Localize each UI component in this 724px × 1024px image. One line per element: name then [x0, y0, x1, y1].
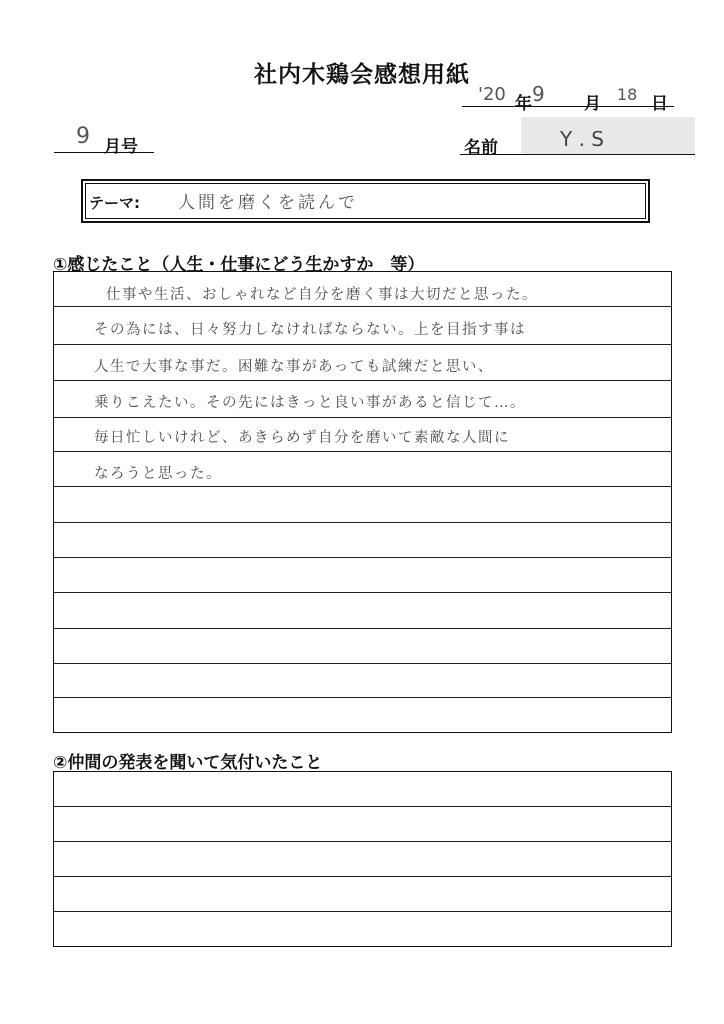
- section1-lined-box: [53, 271, 672, 733]
- section1-heading: ①感じたこと（人生・仕事にどう生かすか 等）: [53, 255, 425, 275]
- ruled-line: [54, 876, 671, 877]
- date-month: 9: [532, 82, 545, 106]
- form-title: 社内木鶏会感想用紙: [254, 62, 470, 88]
- date-day: 18: [617, 85, 638, 104]
- ruled-line: [54, 806, 671, 807]
- ruled-line: [54, 306, 671, 307]
- ruled-line: [54, 344, 671, 345]
- date-year: '20: [478, 84, 506, 105]
- theme-value: 人間を磨くを読んで: [178, 193, 358, 213]
- theme-box: [81, 179, 650, 223]
- date-underline: [462, 106, 674, 107]
- handwritten-line: 乗りこえたい。その先にはきっと良い事があると信じて…。: [94, 395, 526, 411]
- ruled-line: [54, 628, 671, 629]
- name-label: 名前: [464, 138, 498, 158]
- section2-lined-box: [53, 771, 672, 947]
- ruled-line: [54, 417, 671, 418]
- section2-heading: ②仲間の発表を聞いて気付いたこと: [53, 753, 323, 773]
- ruled-line: [54, 697, 671, 698]
- issue-month: 9: [76, 124, 90, 149]
- date-month-label: 月: [584, 94, 601, 114]
- ruled-line: [54, 841, 671, 842]
- handwritten-line: 仕事や生活、おしゃれなど自分を磨く事は大切だと思った。: [106, 287, 538, 303]
- ruled-line: [54, 663, 671, 664]
- handwritten-line: なろうと思った。: [94, 466, 222, 482]
- date-year-label: 年: [515, 94, 532, 114]
- handwritten-line: 毎日忙しいけれど、あきらめず自分を磨いて素敵な人間に: [94, 430, 510, 446]
- ruled-line: [54, 486, 671, 487]
- theme-label: テーマ:: [89, 194, 140, 212]
- name-value: Y . S: [560, 127, 604, 151]
- handwritten-line: その為には、日々努力しなければならない。上を目指す事は: [94, 322, 526, 338]
- ruled-line: [54, 451, 671, 452]
- handwritten-line: 人生で大事な事だ。困難な事があっても試練だと思い、: [94, 359, 494, 375]
- ruled-line: [54, 911, 671, 912]
- name-redaction-box: [521, 117, 695, 155]
- ruled-line: [54, 592, 671, 593]
- date-day-label: 日: [651, 94, 668, 114]
- theme-box-inner: [85, 183, 646, 219]
- ruled-line: [54, 380, 671, 381]
- ruled-line: [54, 522, 671, 523]
- ruled-line: [54, 557, 671, 558]
- issue-label: 月号: [104, 137, 138, 157]
